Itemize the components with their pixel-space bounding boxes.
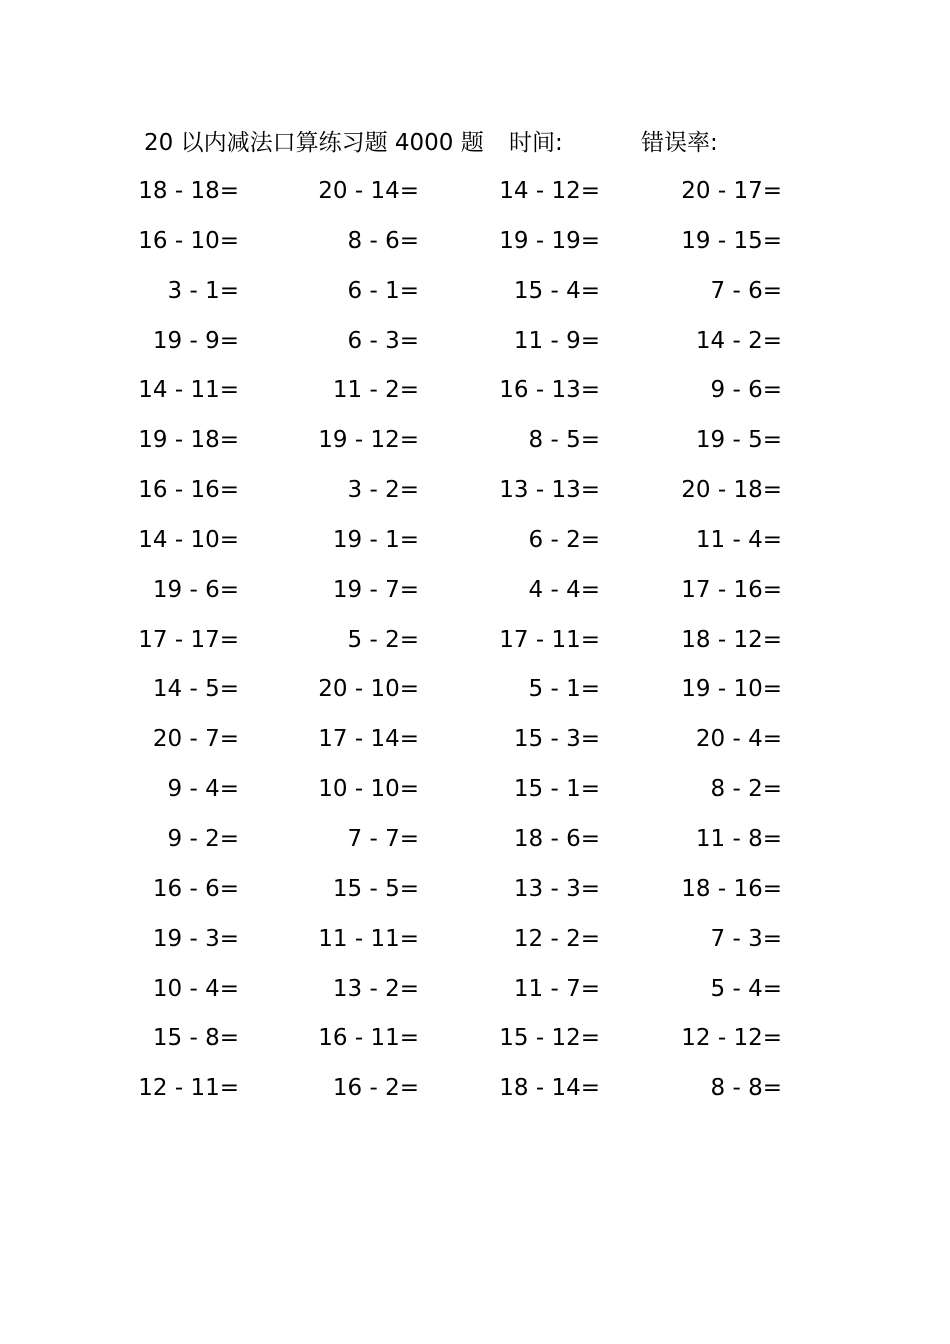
problem-cell: 14 - 2= [695,327,782,354]
problem-row [0,423,950,473]
problem-cell: 11 - 8= [695,825,782,852]
problem-cell: 15 - 3= [513,726,600,753]
problem-cell: 9 - 4= [167,776,239,803]
problem-cell: 16 - 10= [138,227,239,254]
problem-cell: 18 - 12= [681,626,782,653]
problem-cell: 19 - 15= [681,227,782,254]
problem-cell: 19 - 3= [152,925,239,952]
problem-cell: 12 - 2= [513,925,600,952]
problem-cell: 16 - 16= [138,477,239,504]
problem-row [0,772,950,822]
worksheet-title: 20 以内减法口算练习题 4000 题 [144,130,484,156]
problem-row [0,922,950,972]
problem-cell: 8 - 8= [710,1075,782,1102]
problem-cell: 14 - 12= [499,178,600,204]
problem-row [0,1021,950,1071]
problem-cell: 4 - 4= [528,576,600,603]
problem-cell: 12 - 12= [681,1025,782,1052]
problem-cell: 19 - 7= [332,576,419,603]
problem-cell: 14 - 10= [138,526,239,553]
problem-cell: 14 - 5= [152,676,239,703]
problem-grid [0,174,950,1121]
problem-cell: 19 - 10= [681,676,782,703]
problem-cell: 17 - 17= [138,626,239,653]
problem-cell: 15 - 5= [332,875,419,902]
problem-cell: 18 - 18= [138,178,239,204]
problem-cell: 18 - 6= [513,825,600,852]
problem-cell: 20 - 10= [318,676,419,703]
problem-cell: 16 - 13= [499,377,600,404]
problem-row [0,623,950,673]
problem-cell: 17 - 11= [499,626,600,653]
problem-cell: 13 - 13= [499,477,600,504]
problem-row [0,972,950,1022]
problem-cell: 5 - 2= [347,626,419,653]
problem-cell: 13 - 3= [513,875,600,902]
problem-cell: 16 - 11= [318,1025,419,1052]
problem-cell: 6 - 3= [347,327,419,354]
problem-cell: 19 - 1= [332,526,419,553]
problem-cell: 16 - 6= [152,875,239,902]
problem-row [0,274,950,324]
problem-cell: 20 - 18= [681,477,782,504]
worksheet-header [0,126,950,160]
problem-cell: 6 - 1= [347,277,419,304]
problem-cell: 17 - 14= [318,726,419,753]
problem-cell: 10 - 4= [152,975,239,1002]
problem-cell: 18 - 16= [681,875,782,902]
problem-row [0,722,950,772]
problem-row [0,872,950,922]
problem-cell: 19 - 19= [499,227,600,254]
problem-cell: 19 - 9= [152,327,239,354]
problem-cell: 8 - 2= [710,776,782,803]
problem-cell: 3 - 1= [167,277,239,304]
problem-cell: 8 - 5= [528,427,600,454]
problem-cell: 12 - 11= [138,1075,239,1102]
problem-cell: 11 - 9= [513,327,600,354]
problem-row [0,573,950,623]
problem-cell: 18 - 14= [499,1075,600,1102]
problem-cell: 11 - 11= [318,925,419,952]
problem-cell: 11 - 7= [513,975,600,1002]
problem-cell: 8 - 6= [347,227,419,254]
problem-row [0,373,950,423]
problem-cell: 5 - 4= [710,975,782,1002]
problem-cell: 15 - 1= [513,776,600,803]
problem-cell: 20 - 17= [681,178,782,204]
problem-cell: 17 - 16= [681,576,782,603]
problem-cell: 19 - 18= [138,427,239,454]
problem-row [0,174,950,224]
problem-cell: 7 - 3= [710,925,782,952]
problem-row [0,822,950,872]
problem-row [0,672,950,722]
problem-cell: 19 - 12= [318,427,419,454]
error-rate-label: 错误率: [641,130,718,156]
problem-cell: 15 - 12= [499,1025,600,1052]
problem-row [0,523,950,573]
problem-cell: 7 - 6= [710,277,782,304]
problem-cell: 9 - 2= [167,825,239,852]
problem-row [0,324,950,374]
problem-cell: 7 - 7= [347,825,419,852]
problem-cell: 15 - 4= [513,277,600,304]
problem-cell: 16 - 2= [332,1075,419,1102]
problem-row [0,224,950,274]
problem-cell: 9 - 6= [710,377,782,404]
problem-cell: 6 - 2= [528,526,600,553]
problem-cell: 20 - 4= [695,726,782,753]
problem-cell: 19 - 5= [695,427,782,454]
problem-cell: 20 - 7= [152,726,239,753]
problem-cell: 11 - 2= [332,377,419,404]
problem-cell: 19 - 6= [152,576,239,603]
problem-cell: 13 - 2= [332,975,419,1002]
problem-cell: 15 - 8= [152,1025,239,1052]
problem-cell: 10 - 10= [318,776,419,803]
problem-cell: 11 - 4= [695,526,782,553]
problem-row [0,473,950,523]
problem-row [0,1071,950,1121]
problem-cell: 14 - 11= [138,377,239,404]
problem-cell: 5 - 1= [528,676,600,703]
problem-cell: 20 - 14= [318,178,419,204]
time-label: 时间: [509,130,563,156]
problem-cell: 3 - 2= [347,477,419,504]
